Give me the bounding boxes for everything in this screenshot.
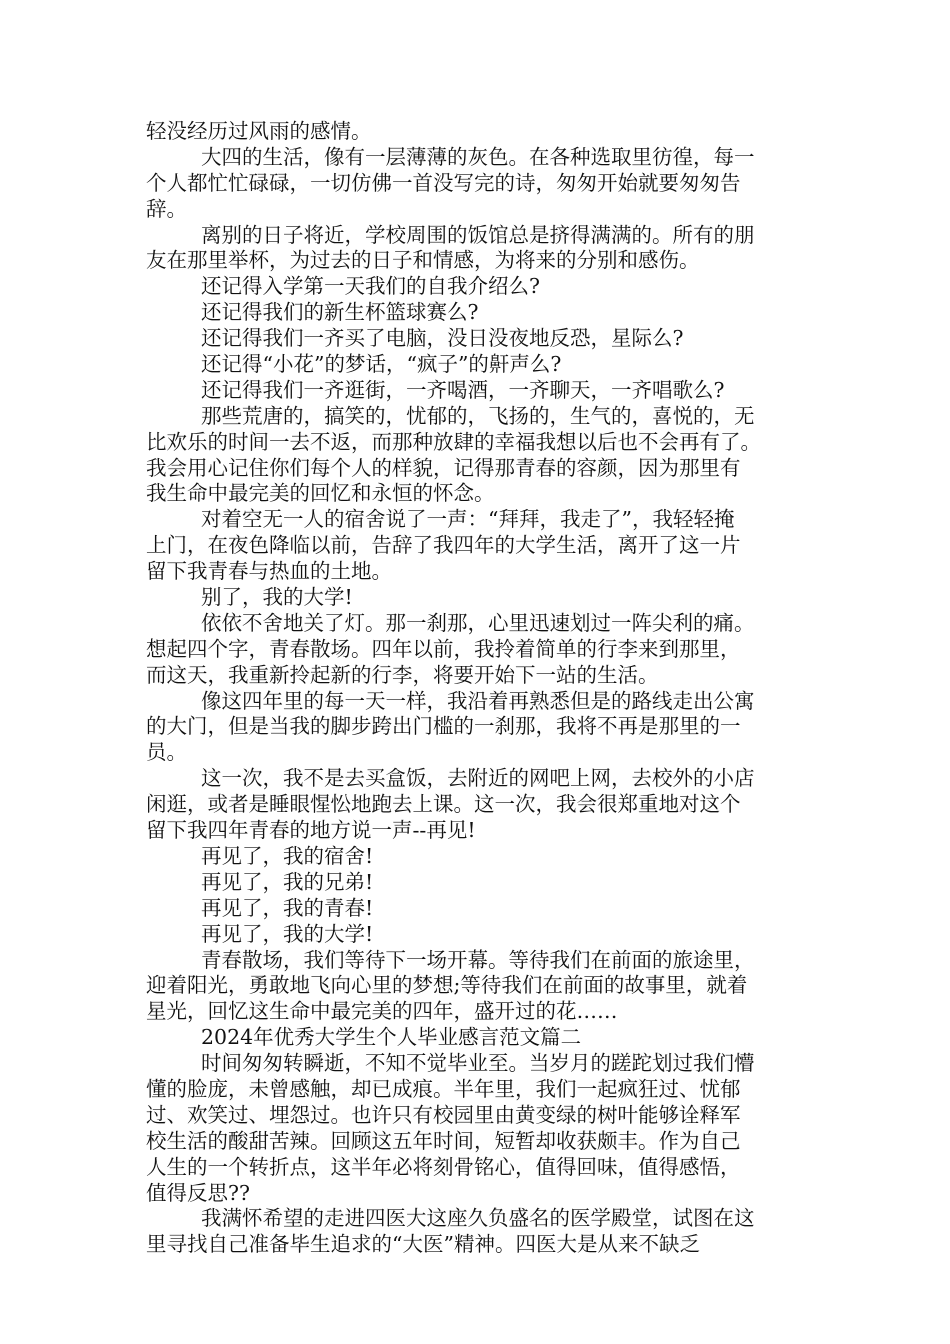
- paragraph-first-line: 像这四年里的每一天一样，我沿着再熟悉但是的路线走出公寓: [201, 688, 755, 713]
- text-line: 留下我青春与热血的土地。: [146, 559, 392, 584]
- paragraph-first-line: 大四的生活，像有一层薄薄的灰色。在各种选取里彷徨，每一: [201, 144, 755, 169]
- paragraph-first-line: 还记得入学第一天我们的自我介绍么?: [201, 274, 540, 299]
- text-line: 人生的一个转折点，这半年必将刻骨铭心，值得回味，值得感悟，: [146, 1154, 741, 1179]
- text-line: 个人都忙忙碌碌，一切仿佛一首没写完的诗，匆匆开始就要匆匆告: [146, 170, 741, 195]
- text-line: 轻没经历过风雨的感情。: [146, 119, 372, 143]
- paragraph-first-line: 别了，我的大学!: [201, 585, 353, 610]
- paragraph-first-line: 那些荒唐的，搞笑的，忧郁的，飞扬的，生气的，喜悦的，无: [201, 403, 755, 428]
- text-line: 辞。: [146, 196, 187, 221]
- document-body: [146, 119, 822, 1258]
- paragraph-first-line: 离别的日子将近，学校周围的饭馆总是挤得满满的。所有的朋: [201, 222, 755, 247]
- text-line: 过、欢笑过、埋怨过。也许只有校园里由黄变绿的树叶能够诠释军: [146, 1102, 741, 1127]
- text-line: 员。: [146, 740, 187, 765]
- paragraph-first-line: 再见了，我的青春!: [201, 895, 374, 920]
- paragraph-first-line: 2024年优秀大学生个人毕业感言范文篇二: [201, 1025, 582, 1050]
- paragraph-first-line: 青春散场，我们等待下一场开幕。等待我们在前面的旅途里，: [201, 947, 755, 972]
- paragraph-first-line: 还记得我们一齐逛街，一齐喝酒，一齐聊天，一齐唱歌么?: [201, 377, 725, 402]
- paragraph-first-line: 依依不舍地关了灯。那一刹那，心里迅速划过一阵尖利的痛。: [201, 610, 755, 635]
- paragraph-first-line: 再见了，我的兄弟!: [201, 869, 374, 894]
- paragraph-first-line: 对着空无一人的宿舍说了一声：“拜拜，我走了”，我轻轻掩: [201, 507, 735, 532]
- paragraph-first-line: 还记得我们的新生杯篮球赛么?: [201, 300, 479, 325]
- text-line: 留下我四年青春的地方说一声--再见!: [146, 818, 476, 843]
- text-line: 迎着阳光，勇敢地飞向心里的梦想;等待我们在前面的故事里，就着: [146, 973, 748, 998]
- text-line: 我会用心记住你们每个人的样貌，记得那青春的容颜，因为那里有: [146, 455, 741, 480]
- text-line: 星光，回忆这生命中最完美的四年，盛开过的花……: [146, 999, 618, 1024]
- text-line: 想起四个字，青春散场。四年以前，我拎着简单的行李来到那里，: [146, 636, 741, 661]
- text-line: 我生命中最完美的回忆和永恒的怀念。: [146, 481, 495, 506]
- text-line: 里寻找自己准备毕生追求的“大医”精神。四医大是从来不缺乏: [146, 1232, 700, 1257]
- text-line: 校生活的酸甜苦辣。回顾这五年时间，短暂却收获颇丰。作为自己: [146, 1128, 741, 1153]
- paragraph-first-line: 我满怀希望的走进四医大这座久负盛名的医学殿堂，试图在这: [201, 1206, 755, 1231]
- paragraph-first-line: 还记得“小花”的梦话，“疯子”的鼾声么?: [201, 352, 562, 377]
- text-line: 而这天，我重新拎起新的行李，将要开始下一站的生活。: [146, 662, 659, 687]
- paragraph-first-line: 还记得我们一齐买了电脑，没日没夜地反恐，星际么?: [201, 326, 684, 351]
- text-line: 闲逛，或者是睡眼惺忪地跑去上课。这一次，我会很郑重地对这个: [146, 792, 741, 817]
- text-line: 比欢乐的时间一去不返，而那种放肆的幸福我想以后也不会再有了。: [146, 429, 761, 454]
- paragraph-first-line: 时间匆匆转瞬逝，不知不觉毕业至。当岁月的蹉跎划过我们懵: [201, 1051, 755, 1076]
- text-line: 值得反思??: [146, 1180, 250, 1205]
- text-line: 友在那里举杯，为过去的日子和情感，为将来的分别和感伤。: [146, 248, 700, 273]
- text-line: 上门，在夜色降临以前，告辞了我四年的大学生活，离开了这一片: [146, 533, 741, 558]
- paragraph-first-line: 再见了，我的宿舍!: [201, 843, 374, 868]
- text-line: 懂的脸庞，未曾感触，却已成痕。半年里，我们一起疯狂过、忧郁: [146, 1076, 741, 1101]
- paragraph-first-line: 再见了，我的大学!: [201, 921, 374, 946]
- paragraph-first-line: 这一次，我不是去买盒饭，去附近的网吧上网，去校外的小店: [201, 766, 755, 791]
- text-line: 的大门，但是当我的脚步跨出门槛的一刹那，我将不再是那里的一: [146, 714, 741, 739]
